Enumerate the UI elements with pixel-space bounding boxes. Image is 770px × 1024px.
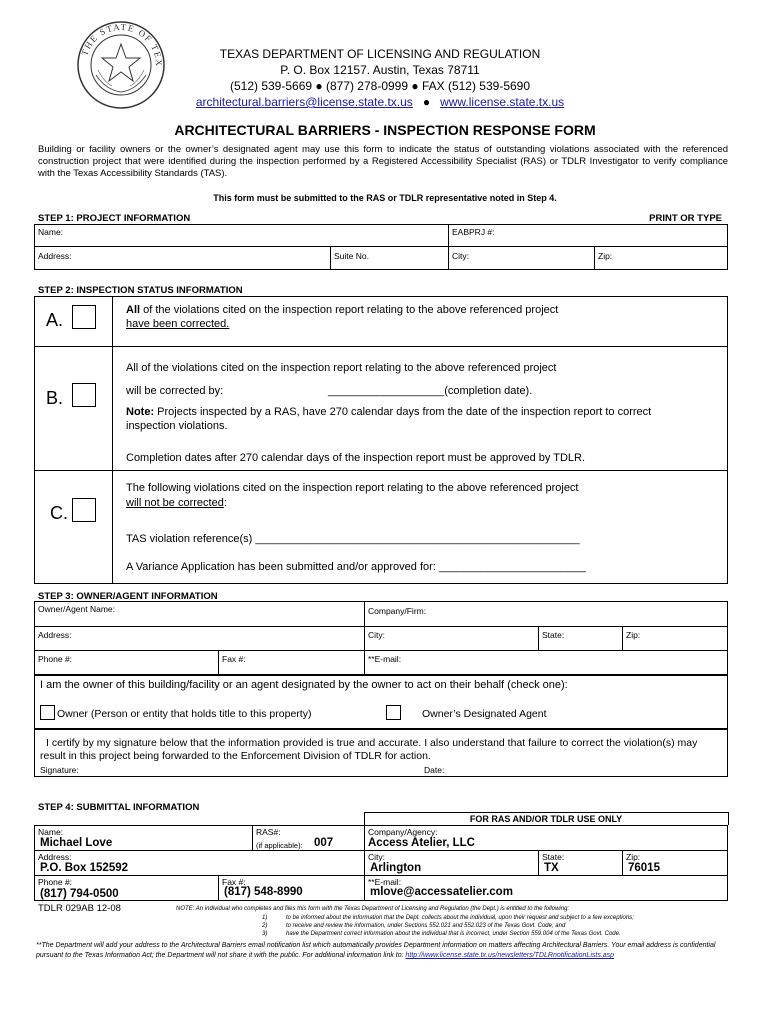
option-a-checkbox[interactable] [72, 305, 96, 329]
form-title: ARCHITECTURAL BARRIERS - INSPECTION RESPONSE FORM [174, 122, 596, 138]
ras-company-label: Company/Agency: [368, 827, 438, 837]
agency-address: P. O. Box 12157. Austin, Texas 78711 [280, 63, 480, 77]
agency-name: TEXAS DEPARTMENT OF LICENSING AND REGULATION [219, 47, 541, 61]
project-zip-field[interactable]: Zip: [598, 251, 613, 261]
privacy-notice: NOTE: An individual who completes and files this form with the Texas Department of Licensing and Regulation (the Dept.) is entitled to the following: [176, 906, 570, 912]
option-b-letter: B. [46, 388, 64, 408]
owner-address-field[interactable]: Address: [38, 630, 72, 640]
option-c-line1: The following violations cited on the inspection report relating to the above referenced project [126, 482, 579, 494]
option-c-checkbox[interactable] [72, 498, 96, 522]
notice-3: have the Department correct information about the individual that is incorrect, under Section 559.004 of the Texas Govt. Code. [286, 931, 621, 937]
project-name-field[interactable]: Name: [38, 227, 64, 237]
completion-date-field[interactable]: ___________________(completion date). [328, 385, 533, 397]
option-a-text [126, 303, 716, 331]
agency-phones: (512) 539-5669 ● (877) 278-0999 ● FAX (512) 539-5690 [229, 79, 531, 93]
ras-phone-value[interactable]: (817) 794-0500 [40, 888, 119, 900]
tas-reference-field[interactable]: TAS violation reference(s) _____________________________________________________ [126, 533, 580, 545]
step3-heading: STEP 3: OWNER/AGENT INFORMATION [38, 591, 218, 602]
date-field[interactable]: Date: [424, 765, 445, 775]
option-c-letter: C. [50, 503, 68, 523]
owner-email-field[interactable]: **E-mail: [368, 654, 402, 664]
owner-company-field[interactable]: Company/Firm: [368, 606, 427, 616]
email-notice [36, 941, 726, 961]
email-link[interactable]: architectural.barriers@license.state.tx.us [195, 95, 413, 109]
option-c-underlined: will not be corrected [126, 497, 224, 509]
ras-number-value[interactable]: 007 [314, 837, 334, 849]
form-id: TDLR 029AB 12-08 [38, 903, 121, 914]
option-b-checkbox[interactable] [72, 383, 96, 407]
ras-name-value[interactable]: Michael Love [40, 837, 113, 849]
owner-zip-field[interactable]: Zip: [626, 630, 641, 640]
ras-name-label: Name: [38, 827, 64, 837]
option-a-line2: have been corrected. [126, 318, 230, 330]
bullet: ● [422, 95, 431, 109]
owner-checkbox[interactable] [40, 705, 55, 720]
agent-checkbox[interactable] [386, 705, 401, 720]
signature-field[interactable]: Signature: [40, 765, 79, 775]
option-a-letter: A. [46, 310, 64, 330]
ras-phone-label: Phone #: [38, 877, 73, 887]
project-info-table [34, 224, 728, 270]
option-a-line1: of the violations cited on the inspection report relating to the above referenced project [140, 304, 559, 316]
option-b-line2: will be corrected by: [126, 385, 224, 397]
ras-applicable-label: (if applicable): [256, 841, 303, 850]
owner-option-label: Owner (Person or entity that holds title to this property) [57, 708, 312, 720]
project-address-field[interactable]: Address: [38, 251, 72, 261]
print-or-type: PRINT OR TYPE [649, 213, 722, 224]
project-suite-field[interactable]: Suite No. [334, 251, 369, 261]
ras-company-value[interactable]: Access Atelier, LLC [368, 837, 475, 849]
certification-text: I certify by my signature below that the information provided is true and accurate. I also understand that failure to correct the violation(s) may result in this project being forwarded to the Enforcement Division of TDLR for action. [40, 737, 698, 762]
note-text: Projects inspected by a RAS, have 270 calendar days from the date of the inspection report to correct inspection violations. [126, 406, 652, 432]
ras-zip-value[interactable]: 76015 [628, 862, 660, 874]
ras-email-label: **E-mail: [368, 877, 402, 887]
notification-list-link[interactable]: http://www.license.state.tx.us/newsletters/TDLRnotificationLists.asp [405, 952, 615, 959]
owner-name-field[interactable]: Owner/Agent Name: [38, 604, 116, 614]
website-link[interactable]: www.license.state.tx.us [440, 95, 565, 109]
agency-links [180, 94, 580, 110]
agent-option-label: Owner’s Designated Agent [422, 708, 547, 720]
step4-heading: STEP 4: SUBMITTAL INFORMATION [38, 802, 200, 813]
submit-note: This form must be submitted to the RAS or TDLR representative noted in Step 4. [213, 193, 557, 203]
owner-fax-field[interactable]: Fax #: [222, 654, 246, 664]
owner-type-prompt: I am the owner of this building/facility or an agent designated by the owner to act on their behalf (check one): [40, 679, 568, 691]
ras-city-value[interactable]: Arlington [370, 862, 422, 874]
ras-address-value[interactable]: P.O. Box 152592 [40, 862, 129, 874]
owner-state-field[interactable]: State: [542, 630, 565, 640]
use-only-label: FOR RAS AND/OR TDLR USE ONLY [469, 814, 623, 824]
notice-1-num: 1) [262, 915, 268, 921]
ras-city-label: City: [368, 852, 385, 862]
ras-email-value[interactable]: mlove@accessatelier.com [370, 886, 513, 898]
email-notice-text: **The Department will add your address to the Architectural Barriers email notification list which automatically provides Department information on matters affecting Architectural Barriers. Your email address is confidential pursuant to the Texas Information Act; the Department will not share it with the public. For additional information link to: [36, 942, 716, 959]
seal-text: THE STATE OF TEX [79, 21, 165, 68]
owner-city-field[interactable]: City: [368, 630, 385, 640]
ras-number-label: RAS#: [256, 827, 281, 837]
option-b-line1: All of the violations cited on the inspection report relating to the above referenced project [126, 362, 557, 374]
ras-fax-value[interactable]: (817) 548-8990 [224, 886, 303, 898]
ras-address-label: Address: [38, 852, 72, 862]
texas-seal-logo [76, 20, 166, 110]
notice-3-num: 3) [262, 931, 268, 937]
step2-heading: STEP 2: INSPECTION STATUS INFORMATION [38, 285, 243, 296]
note-bold: Note: [126, 406, 155, 418]
option-b-line3: Completion dates after 270 calendar days of the inspection report must be approved by TDLR. [126, 452, 586, 464]
ras-zip-label: Zip: [626, 852, 641, 862]
ras-state-label: State: [542, 852, 565, 862]
eabprj-field[interactable]: EABPRJ #: [452, 227, 495, 237]
option-a-bold: All [126, 304, 141, 316]
project-city-field[interactable]: City: [452, 251, 469, 261]
option-c-line2 [126, 496, 227, 510]
option-c-colon: : [223, 497, 227, 509]
owner-phone-field[interactable]: Phone #: [38, 654, 73, 664]
notice-2: to receive and review the information, under Sections 552.021 and 552.023 of the Texas Govt. Code; and [286, 923, 566, 929]
option-b-note [126, 405, 686, 433]
ras-state-value[interactable]: TX [544, 862, 559, 874]
form-intro: Building or facility owners or the owner’s designated agent may use this form to indicate the status of outstanding violations associated with the referenced construction project that were identified during the inspection performed by a Registered Accessibility Specialist (RAS) or TDLR Investigator to verify compliance with the Texas Accessibility Standards (TAS). [38, 144, 728, 179]
variance-field[interactable]: A Variance Application has been submitted and/or approved for: ________________________ [126, 561, 586, 573]
step1-heading: STEP 1: PROJECT INFORMATION [38, 213, 191, 224]
ras-fax-label: Fax #: [222, 877, 246, 887]
notice-1: to be informed about the information that the Dept. collects about the individual, upon their request and subject to a few exceptions; [286, 915, 634, 921]
notice-2-num: 2) [262, 923, 268, 929]
